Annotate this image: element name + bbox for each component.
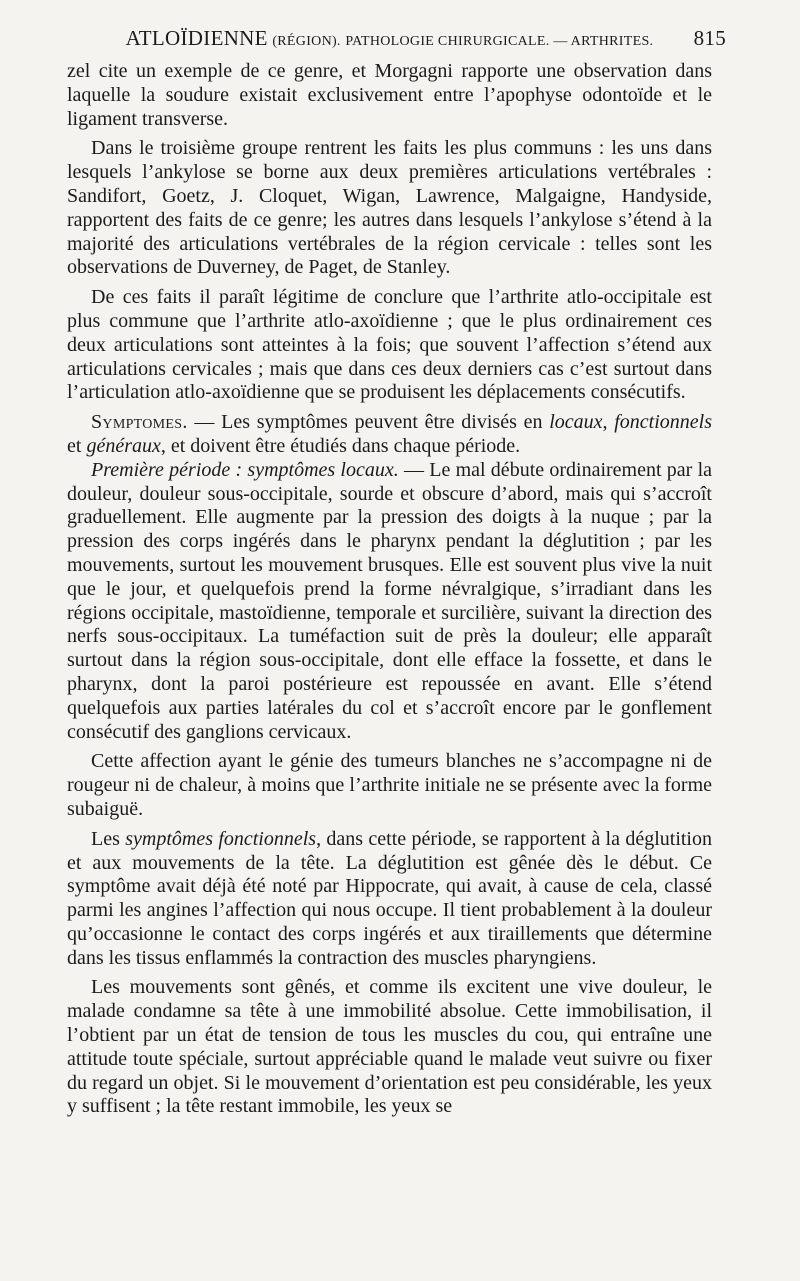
body-text — [67, 60, 712, 1119]
page-number: 815 — [693, 26, 726, 50]
premiere-periode-text: — Le mal débute ordinairement par la douleur, douleur sous-occipitale, sourde et obscure d’abord, mais qui s’accroît graduellement. Elle augmente par la pression des doigts à la nuque ; par la pression des corps ingérés dans le pharynx pendant la déglutition ; par les mouvements, surtout les mouvement brusques. Elle est souvent plus vive la nuit que le jour, et quelquefois prend la forme névralgique, s’irradiant dans les régions occipitale, mastoïdienne, temporale et surcilière, suivant la direction des nerfs sous-occipitaux. La tuméfaction suit de près la douleur; elle apparaît surtout dans la région sous-occipitale, dont elle efface la fossette, et dans le pharynx, dont la paroi postérieure est repoussée en avant. Elle s’étend quelquefois aux parties latérales du col et s’accroît encore par le gonflement consécutif des ganglions cervicaux. — [67, 458, 713, 743]
term-locaux: locaux — [549, 411, 603, 434]
paragraph-1: zel cite un exemple de ce genre, et Morgagni rapporte une observation dans laquelle la soudure existait exclusivement entre l’apophyse odontoïde et le ligament transverse. — [67, 60, 712, 130]
header-region: (RÉGION). — [272, 34, 341, 49]
fonctionnels-text: , dans cette période, se rapportent à la déglutition et aux mouvements de la tête. La déglutition est gênée dès le début. Ce symptôme avait déjà été noté par Hippocrate, qui avait, à cause de cela, classé parmi les angines l’affection qui nous occupe. Il tient probablement à la douleur qu’occasionne le contact des corps ingérés et aux tiraillements que détermine dans les tissus enflammés la contraction des muscles pharyngiens. — [67, 827, 712, 969]
paragraph-premiere-periode — [67, 459, 712, 745]
term-fonctionnels: fonctionnels — [614, 411, 712, 434]
premiere-periode-heading: Première période : symptômes locaux. — [91, 458, 399, 481]
paragraph-2: Dans le troisième groupe rentrent les faits les plus communs : les uns dans lesquels l’ankylose se borne aux deux premières articulations vertébrales : Sandifort, Goetz, J. Cloquet, Wigan, Lawrence, Malgaigne, Handyside, rapportent des faits de ce genre; les autres dans lesquels l’ankylose s’étend à la majorité des articulations vertébrales de la région cervicale : telles sont les observations de Duverney, de Paget, de Stanley. — [67, 137, 712, 279]
symptomes-text-c: et — [67, 434, 87, 457]
symptomes-text-a: — Les symptômes peuvent être divisés en — [187, 411, 550, 434]
symptomes-label: Symptomes. — [91, 411, 188, 434]
paragraph-8: Les mouvements sont gênés, et comme ils excitent une vive douleur, le malade condamne sa tête à une immobilité absolue. Cette immobilisation, il l’obtient par un état de tension de tous les muscles du cou, qui entraîne une attitude toute spéciale, surtout appréciable quand le malade veut suivre ou fixer du regard un objet. Si le mouvement d’orientation est peu considérable, les yeux y suffisent ; la tête restant immobile, les yeux se — [67, 976, 712, 1118]
term-generaux: généraux — [86, 434, 161, 457]
symptomes-text-d: , et doivent être étudiés dans chaque période. — [160, 434, 521, 457]
paragraph-3: De ces faits il paraît légitime de conclure que l’arthrite atlo-occipitale est plus commune que l’arthrite atlo-axoïdienne ; que le plus ordinairement ces deux articulations sont atteintes à la fois; que souvent l’affection s’étend aux articulations cervicales ; mais que dans ces deux derniers cas c’est surtout dans l’articulation atlo-axoïdienne que se produisent les déplacements consécutifs. — [67, 286, 712, 404]
header-title: ATLOÏDIENNE — [125, 26, 268, 50]
paragraph-fonctionnels — [67, 828, 712, 971]
paragraph-6: Cette affection ayant le génie des tumeurs blanches ne s’accompagne ni de rougeur ni de chaleur, à moins que l’arthrite initiale ne se présente avec la forme subaiguë. — [67, 750, 712, 820]
symptomes-text-b: , — [602, 411, 615, 434]
running-head — [67, 26, 726, 60]
fonctionnels-text-a: Les — [91, 827, 126, 850]
paragraph-symptomes — [67, 411, 712, 459]
header-section: PATHOLOGIE CHIRURGICALE. — ARTHRITES. — [345, 34, 654, 49]
term-symptomes-fonctionnels: symptômes fonctionnels — [125, 827, 317, 850]
